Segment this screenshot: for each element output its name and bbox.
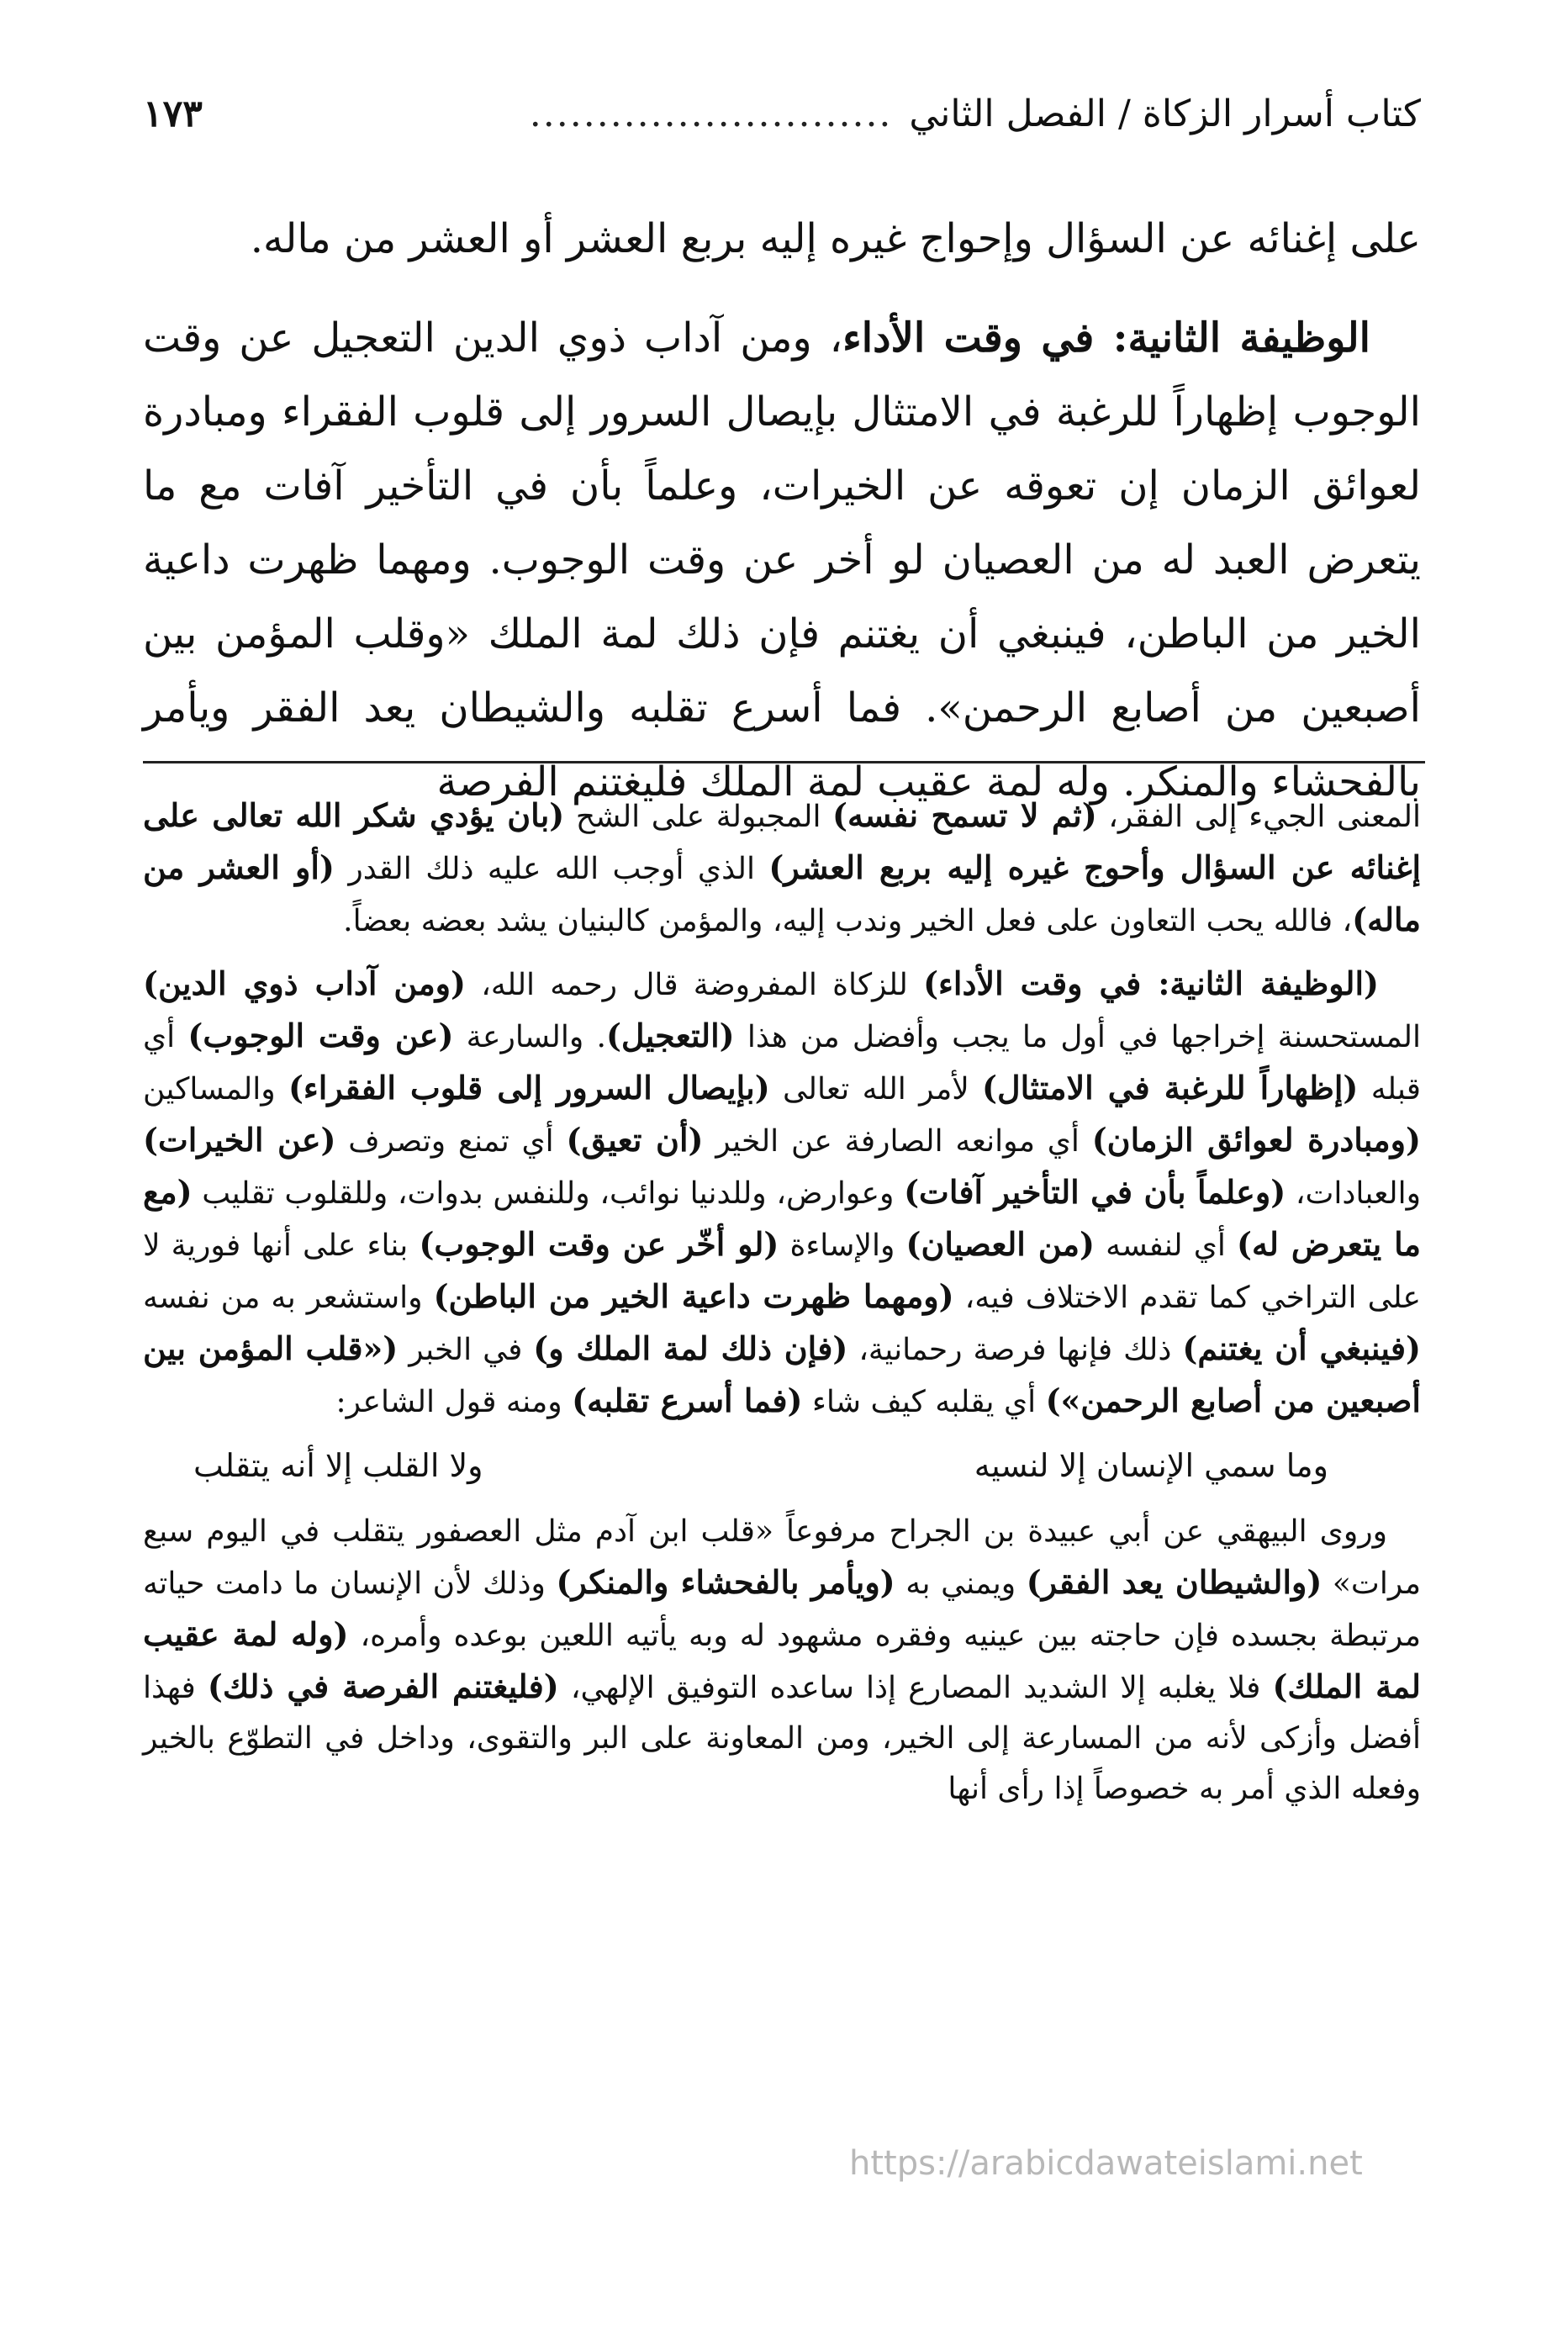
- quoted-phrase: (ومبادرة لعوائق الزمان): [1091, 1121, 1421, 1159]
- main-paragraph-2-text: ، ومن آداب ذوي الدين التعجيل عن وقت الوجوب إظهاراً للرغبة في الامتثال بإيصال السرور إلى قلوب الفقراء ومبادرة لعوائق الزمان إن تعوقه عن الخيرات، وعلماً بأن في التأخير آفات مع ما يتعرض العبد له من العصيان لو أخر عن وقت الوجوب. ومهما ظهرت داعية الخير من الباطن، فينبغي أن يغتنم فإن ذلك لمة الملك «وقلب المؤمن بين أصبعين من أصابع الرحمن». فما أسرع تقلبه والشيطان يعد الفقر ويأمر بالفحشاء والمنكر. وله لمة عقيب لمة الملك فليغتنم الفرصة: [143, 314, 1421, 806]
- commentary-text: المجبولة على الشح: [564, 800, 833, 834]
- quoted-phrase: (ثم لا تسمح نفسه): [832, 796, 1097, 834]
- quoted-phrase: (والشيطان يعد الفقر): [1026, 1563, 1323, 1601]
- quoted-phrase: (وله لمة عقيب لمة الملك): [143, 1615, 1421, 1705]
- commentary-text: ويمني به: [895, 1566, 1027, 1601]
- commentary-text: المستحسنة إخراجها في أول ما يجب وأفضل من هذا: [734, 1020, 1422, 1054]
- running-header: [143, 80, 1421, 147]
- commentary-text: والإساءة: [779, 1228, 906, 1263]
- commentary-paragraph-2: [143, 959, 1421, 1428]
- commentary-text: والعبادات،: [1286, 1176, 1421, 1211]
- commentary-text: لأمر الله تعالى: [769, 1072, 983, 1107]
- quoted-phrase: (بان يؤدي شكر الله تعالى على إغنائه عن السؤال وأحوج غيره إليه بربع العشر): [143, 796, 1422, 886]
- quoted-phrase: (بإيصال السرور إلى قلوب الفقراء): [288, 1069, 770, 1107]
- commentary-text: ومنه قول الشاعر:: [335, 1385, 573, 1419]
- commentary-text: ذلك فإنها فرصة رحمانية،: [847, 1333, 1183, 1367]
- verse-first-hemistich: وما سمي الإنسان إلا لنسيه: [974, 1447, 1328, 1484]
- section-heading: الوظيفة الثانية: في وقت الأداء: [842, 314, 1371, 362]
- commentary-text: فلا يغلبه إلا الشديد المصارع إذا ساعده التوفيق الإلهي،: [558, 1671, 1273, 1705]
- commentary-text: المعنى الجيء إلى الفقر،: [1096, 800, 1421, 834]
- commentary-text: وذلك لأن الإنسان ما دامت حياته مرتبطة بجسده فإن حاجته بين عينيه وفقره مشهود له وبه يأتيه اللعين بوعده وأمره،: [143, 1566, 1421, 1653]
- commentary-paragraph-1: [143, 790, 1421, 947]
- header-leader-dots: ...........................: [529, 92, 893, 135]
- commentary-text: أي موانعه الصارفة عن الخير: [703, 1124, 1092, 1159]
- commentary-text: وروى البيهقي عن أبي عبيدة بن الجراح مرفوعاً «قلب ابن آدم مثل العصفور يتقلب في اليوم سبع مرات»: [143, 1514, 1421, 1601]
- quoted-phrase: (التعجيل): [605, 1017, 735, 1054]
- commentary-text: واستشعر به من نفسه: [143, 1281, 434, 1315]
- commentary-text: أي لنفسه: [1095, 1228, 1238, 1263]
- commentary-text: أي قبله: [143, 1020, 1421, 1107]
- quoted-phrase: (مع ما يتعرض له): [143, 1173, 1422, 1263]
- quoted-phrase: (عن الخيرات): [143, 1121, 336, 1159]
- quoted-phrase: (أن تعيق): [566, 1121, 704, 1159]
- quoted-phrase: (ومن آداب ذوي الدين): [143, 964, 467, 1002]
- main-paragraph-1: على إغنائه عن السؤال وإحواج غيره إليه بربع العشر أو العشر من ماله.: [250, 215, 1421, 262]
- commentary-text: فهذا أفضل وأزكى لأنه من المسارعة إلى الخير، ومن المعاونة على البر والتقوى، وداخل في التطوّع بالخير وفعله الذي أمر به خصوصاً إذا رأى أنها: [143, 1671, 1421, 1806]
- commentary-text: أي تمنع وتصرف: [335, 1124, 567, 1159]
- commentary-text: وعوارض، وللدنيا نوائب، وللنفس بدوات، وللقلوب تقليب: [192, 1176, 905, 1211]
- quoted-phrase: (الوظيفة الثانية: في وقت الأداء): [923, 964, 1379, 1002]
- watermark-url: https://arabicdawateislami.net: [849, 2144, 1363, 2183]
- main-paragraph-2: [143, 301, 1421, 819]
- header-title: كتاب أسرار الزكاة / الفصل الثاني: [909, 92, 1421, 135]
- main-text: [143, 202, 1421, 819]
- page-number: ١٧٣: [143, 92, 203, 135]
- commentary-text: والمساكين: [143, 1072, 288, 1107]
- commentary-text: في الخبر: [398, 1333, 534, 1367]
- quoted-phrase: (فما أسرع تقلبه): [572, 1381, 803, 1419]
- poetry-verse: [143, 1436, 1421, 1495]
- commentary-text: للزكاة المفروضة قال رحمه الله،: [466, 968, 924, 1002]
- quoted-phrase: (ويأمر بالفحشاء والمنكر): [556, 1563, 895, 1601]
- quoted-phrase: (إظهاراً للرغبة في الامتثال): [982, 1069, 1359, 1107]
- quoted-phrase: (وعلماً بأن في التأخير آفات): [904, 1173, 1286, 1211]
- commentary-text: . والسارعة: [453, 1020, 606, 1054]
- commentary-text: الذي أوجب الله عليه ذلك القدر: [334, 852, 769, 886]
- commentary-text: ، فالله يحب التعاون على فعل الخير وندب إليه، والمؤمن كالبنيان يشد بعضه بعضاً.: [343, 904, 1353, 938]
- quoted-phrase: (لو أخّر عن وقت الوجوب): [419, 1225, 779, 1263]
- quoted-phrase: («قلب المؤمن بين أصبعين من أصابع الرحمن»): [143, 1329, 1421, 1419]
- quoted-phrase: (عن وقت الوجوب): [187, 1017, 454, 1054]
- commentary-paragraph-3: [143, 1507, 1421, 1815]
- quoted-phrase: (أو العشر من ماله): [143, 848, 1421, 938]
- verse-second-hemistich: ولا القلب إلا أنه يتقلب: [193, 1447, 483, 1484]
- commentary-text: أي يقلبه كيف شاء: [802, 1385, 1046, 1419]
- footnote-separator: [143, 761, 1425, 763]
- commentary-text: بناء على أنها فورية لا على التراخي كما تقدم الاختلاف فيه،: [143, 1228, 1421, 1315]
- quoted-phrase: (فليغتنم الفرصة في ذلك): [207, 1667, 559, 1705]
- quoted-phrase: (فينبغي أن يغتنم): [1182, 1329, 1421, 1367]
- quoted-phrase: (ومهما ظهرت داعية الخير من الباطن): [433, 1277, 954, 1315]
- commentary: [143, 790, 1421, 1815]
- quoted-phrase: (من العصيان): [905, 1225, 1095, 1263]
- quoted-phrase: (فإن ذلك لمة الملك و): [533, 1329, 848, 1367]
